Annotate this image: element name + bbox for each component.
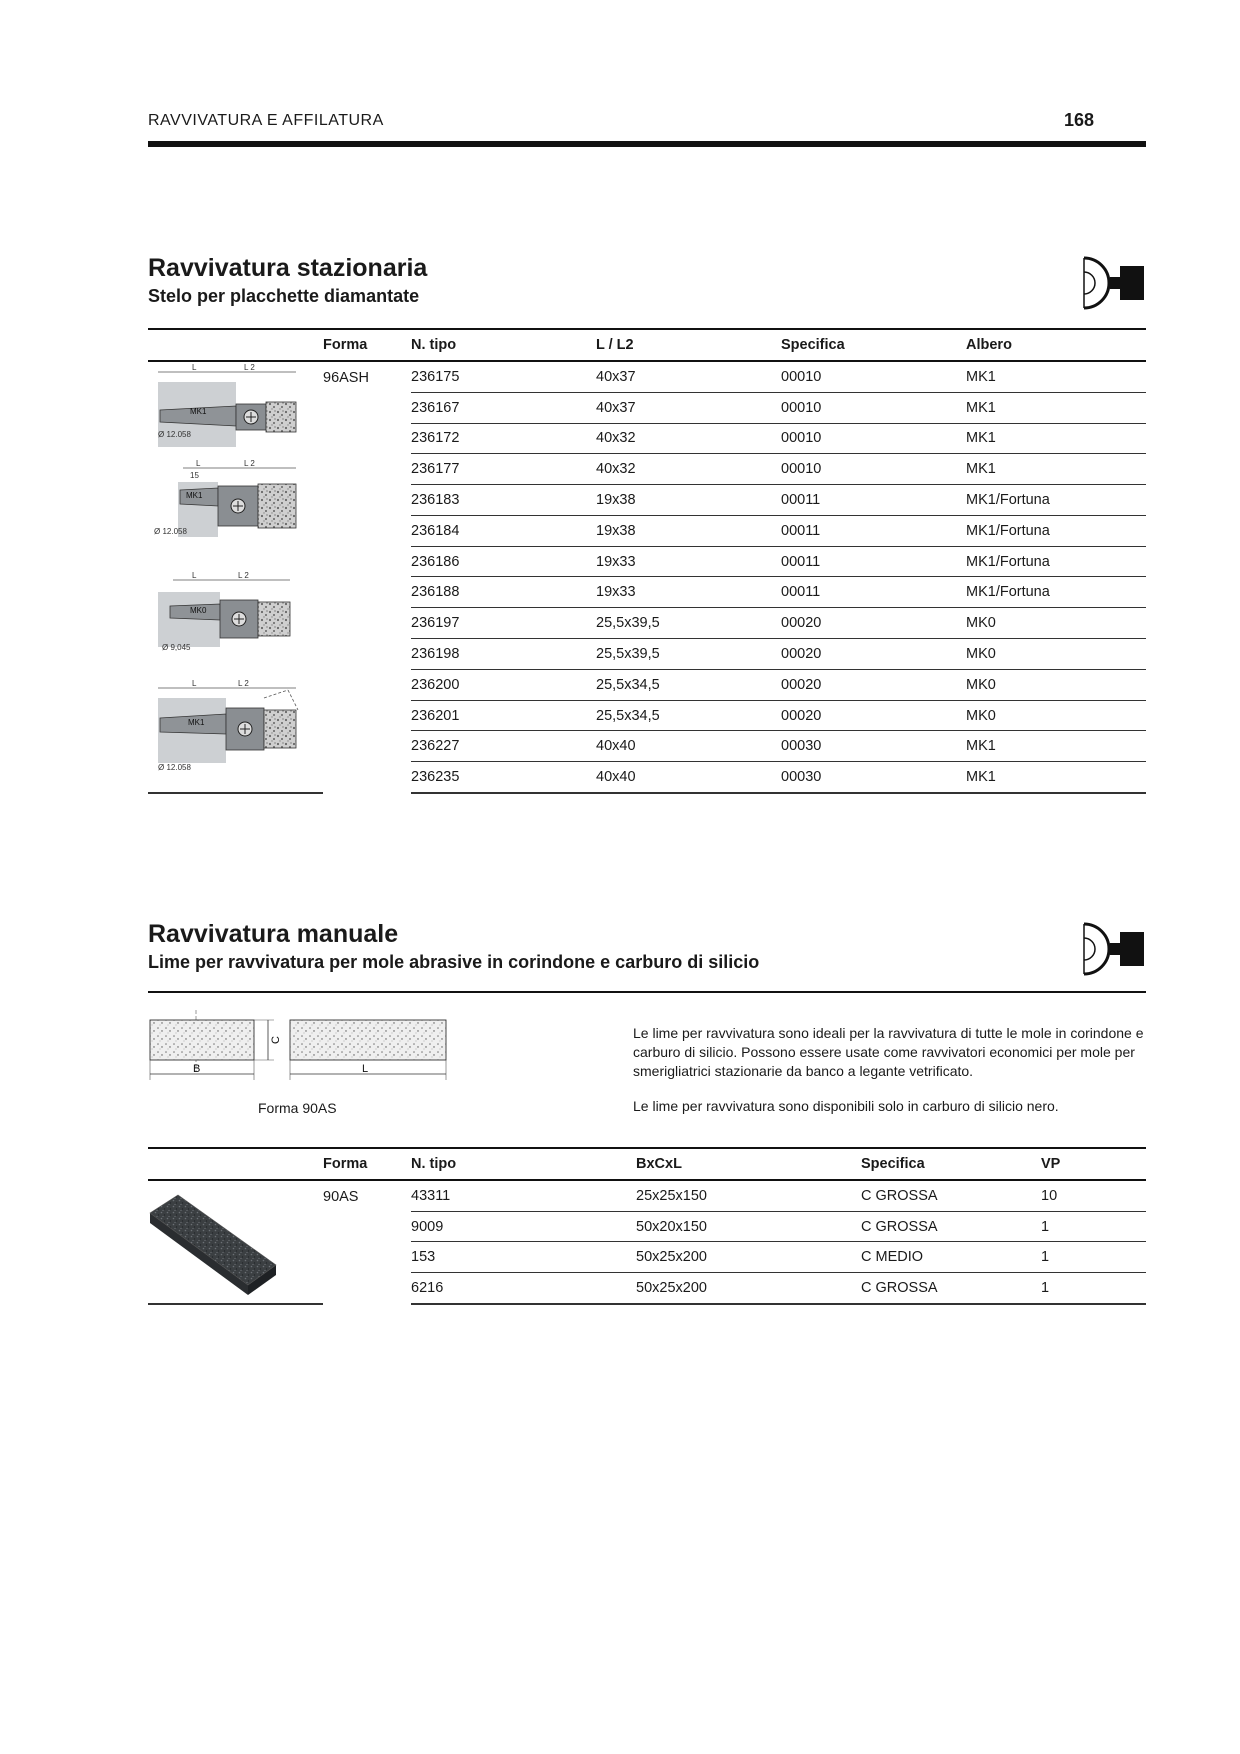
cell-spec: 00011 xyxy=(781,577,966,608)
cell-spec: 00010 xyxy=(781,392,966,423)
cell-spec: 00011 xyxy=(781,515,966,546)
column-header: Specifica xyxy=(861,1148,1041,1180)
cell-spec: 00010 xyxy=(781,423,966,454)
cell-spec: C GROSSA xyxy=(861,1273,1041,1304)
cell-shaft: MK1/Fortuna xyxy=(966,577,1146,608)
cell-type: 236227 xyxy=(411,731,596,762)
cell-dim: 40x40 xyxy=(596,762,781,793)
cell-type: 9009 xyxy=(411,1211,636,1242)
dim-l2: L 2 xyxy=(238,571,249,580)
cell-type: 236184 xyxy=(411,515,596,546)
label-b: B xyxy=(193,1063,201,1075)
cell-dim: 25,5x34,5 xyxy=(596,669,781,700)
cell-type: 153 xyxy=(411,1242,636,1273)
cell-shaft: MK1 xyxy=(966,731,1146,762)
cell-dim: 40x37 xyxy=(596,361,781,392)
forma-value: 90AS xyxy=(323,1189,359,1205)
shank-drawing-1 xyxy=(158,363,296,447)
dim-l: L xyxy=(192,571,197,580)
table-header-row xyxy=(148,329,1146,361)
cell-pack: 1 xyxy=(1041,1242,1146,1273)
cell-spec: 00010 xyxy=(781,361,966,392)
cell-dim: 50x25x200 xyxy=(636,1242,861,1273)
cell-type: 236188 xyxy=(411,577,596,608)
cell-type: 236198 xyxy=(411,639,596,670)
cell-shaft: MK0 xyxy=(966,700,1146,731)
cell-shaft: MK0 xyxy=(966,608,1146,639)
cell-dim: 19x33 xyxy=(596,577,781,608)
shank-drawings-image xyxy=(148,362,318,792)
cell-spec: 00020 xyxy=(781,669,966,700)
cell-shaft: MK1 xyxy=(966,392,1146,423)
cell-shaft: MK1/Fortuna xyxy=(966,515,1146,546)
table-row xyxy=(148,1180,1146,1211)
cell-spec: 00010 xyxy=(781,454,966,485)
header-rule xyxy=(148,141,1146,147)
cell-spec: C GROSSA xyxy=(861,1211,1041,1242)
diameter-label: Ø 12.058 xyxy=(154,527,187,536)
shank-label: MK1 xyxy=(188,718,205,727)
cell-type: 236175 xyxy=(411,361,596,392)
cell-type: 43311 xyxy=(411,1180,636,1211)
column-header: Forma xyxy=(323,1148,411,1180)
cell-type: 236172 xyxy=(411,423,596,454)
cell-dim: 25,5x34,5 xyxy=(596,700,781,731)
cell-pack: 1 xyxy=(1041,1211,1146,1242)
page-number: 168 xyxy=(1063,110,1094,130)
cell-spec: 00011 xyxy=(781,546,966,577)
cell-dim: 25,5x39,5 xyxy=(596,608,781,639)
cell-type: 236177 xyxy=(411,454,596,485)
cell-type: 236235 xyxy=(411,762,596,793)
cell-dim: 19x38 xyxy=(596,515,781,546)
table-header-row xyxy=(148,1148,1146,1180)
cell-type: 236186 xyxy=(411,546,596,577)
dim-l2: L 2 xyxy=(244,363,255,372)
availability-note: Le lime per ravvivatura sono disponibili solo in carburo di silicio nero. xyxy=(633,1098,1059,1114)
section-subtitle-stationary: Stelo per placchette diamantate xyxy=(148,286,420,306)
cell-shaft: MK1 xyxy=(966,762,1146,793)
dim-15: 15 xyxy=(190,471,199,480)
cell-dim: 40x32 xyxy=(596,454,781,485)
cell-dim: 40x32 xyxy=(596,423,781,454)
cell-type: 236201 xyxy=(411,700,596,731)
cell-shaft: MK1 xyxy=(966,361,1146,392)
technical-drawings xyxy=(148,361,323,793)
diameter-label: Ø 12.058 xyxy=(158,763,191,772)
stationary-dresser-table xyxy=(148,328,1146,794)
shank-label: MK1 xyxy=(190,407,207,416)
cell-spec: C MEDIO xyxy=(861,1242,1041,1273)
shank-drawing-2 xyxy=(154,459,296,537)
shank-drawing-4 xyxy=(158,679,298,772)
dresser-icon xyxy=(1082,920,1146,978)
cell-shaft: MK0 xyxy=(966,639,1146,670)
product-photo-cell xyxy=(148,1180,323,1304)
label-c: C xyxy=(270,1036,282,1044)
section-title-manual: Ravvivatura manuale xyxy=(148,920,399,948)
cell-dim: 19x38 xyxy=(596,485,781,516)
running-header: RAVVIVATURA E AFFILATURA xyxy=(148,112,384,129)
column-header: N. tipo xyxy=(411,1148,636,1180)
shank-label: MK1 xyxy=(186,491,203,500)
column-header: Albero xyxy=(966,329,1146,361)
cell-shaft: MK1/Fortuna xyxy=(966,546,1146,577)
dressing-stick-drawing xyxy=(148,1010,468,1090)
dresser-icon xyxy=(1082,254,1146,312)
section-subtitle-manual: Lime per ravvivatura per mole abrasive in corindone e carburo di silicio xyxy=(148,952,760,972)
forma-value: 96ASH xyxy=(323,370,369,386)
cell-type: 236183 xyxy=(411,485,596,516)
cell-spec: 00020 xyxy=(781,639,966,670)
column-header: Forma xyxy=(323,329,411,361)
diameter-label: Ø 9,045 xyxy=(162,643,191,652)
shank-drawing-3 xyxy=(158,571,290,652)
cell-pack: 10 xyxy=(1041,1180,1146,1211)
cell-dim: 19x33 xyxy=(596,546,781,577)
manual-dresser-table xyxy=(148,1147,1146,1305)
cell-spec: 00020 xyxy=(781,700,966,731)
dim-l: L xyxy=(192,679,197,688)
dim-l2: L 2 xyxy=(238,679,249,688)
cell-shaft: MK1 xyxy=(966,454,1146,485)
cell-type: 6216 xyxy=(411,1273,636,1304)
cell-spec: 00030 xyxy=(781,731,966,762)
column-header: BxCxL xyxy=(636,1148,861,1180)
cell-dim: 25,5x39,5 xyxy=(596,639,781,670)
shank-label: MK0 xyxy=(190,606,207,615)
label-l: L xyxy=(362,1063,369,1075)
description-paragraph: Le lime per ravvivatura sono ideali per la ravvivatura di tutte le mole in corindone e carburo di silicio. Possono essere usate come ravvivatori economici per mole per smerigliatrici stazionarie da banco a legante vetrificato. xyxy=(633,1025,1144,1079)
cell-shaft: MK1 xyxy=(966,423,1146,454)
table-row xyxy=(148,361,1146,392)
dressing-stick-photo xyxy=(148,1181,318,1303)
cell-shaft: MK1/Fortuna xyxy=(966,485,1146,516)
cell-shaft: MK0 xyxy=(966,669,1146,700)
section-title-stationary: Ravvivatura stazionaria xyxy=(148,254,428,282)
dim-l2: L 2 xyxy=(244,459,255,468)
column-header: L / L2 xyxy=(596,329,781,361)
cell-dim: 40x37 xyxy=(596,392,781,423)
column-header: Specifica xyxy=(781,329,966,361)
cell-dim: 40x40 xyxy=(596,731,781,762)
cell-type: 236200 xyxy=(411,669,596,700)
cell-type: 236167 xyxy=(411,392,596,423)
cell-spec: 00011 xyxy=(781,485,966,516)
cell-spec: 00020 xyxy=(781,608,966,639)
cell-dim: 50x25x200 xyxy=(636,1273,861,1304)
cell-pack: 1 xyxy=(1041,1273,1146,1304)
section-rule xyxy=(148,991,1146,993)
diameter-label: Ø 12.058 xyxy=(158,430,191,439)
column-header: N. tipo xyxy=(411,329,596,361)
dim-l: L xyxy=(196,459,201,468)
cell-dim: 25x25x150 xyxy=(636,1180,861,1211)
cell-type: 236197 xyxy=(411,608,596,639)
dim-l: L xyxy=(192,363,197,372)
drawing-caption: Forma 90AS xyxy=(258,1100,337,1116)
cell-dim: 50x20x150 xyxy=(636,1211,861,1242)
cell-spec: 00030 xyxy=(781,762,966,793)
cell-spec: C GROSSA xyxy=(861,1180,1041,1211)
column-header: VP xyxy=(1041,1148,1146,1180)
